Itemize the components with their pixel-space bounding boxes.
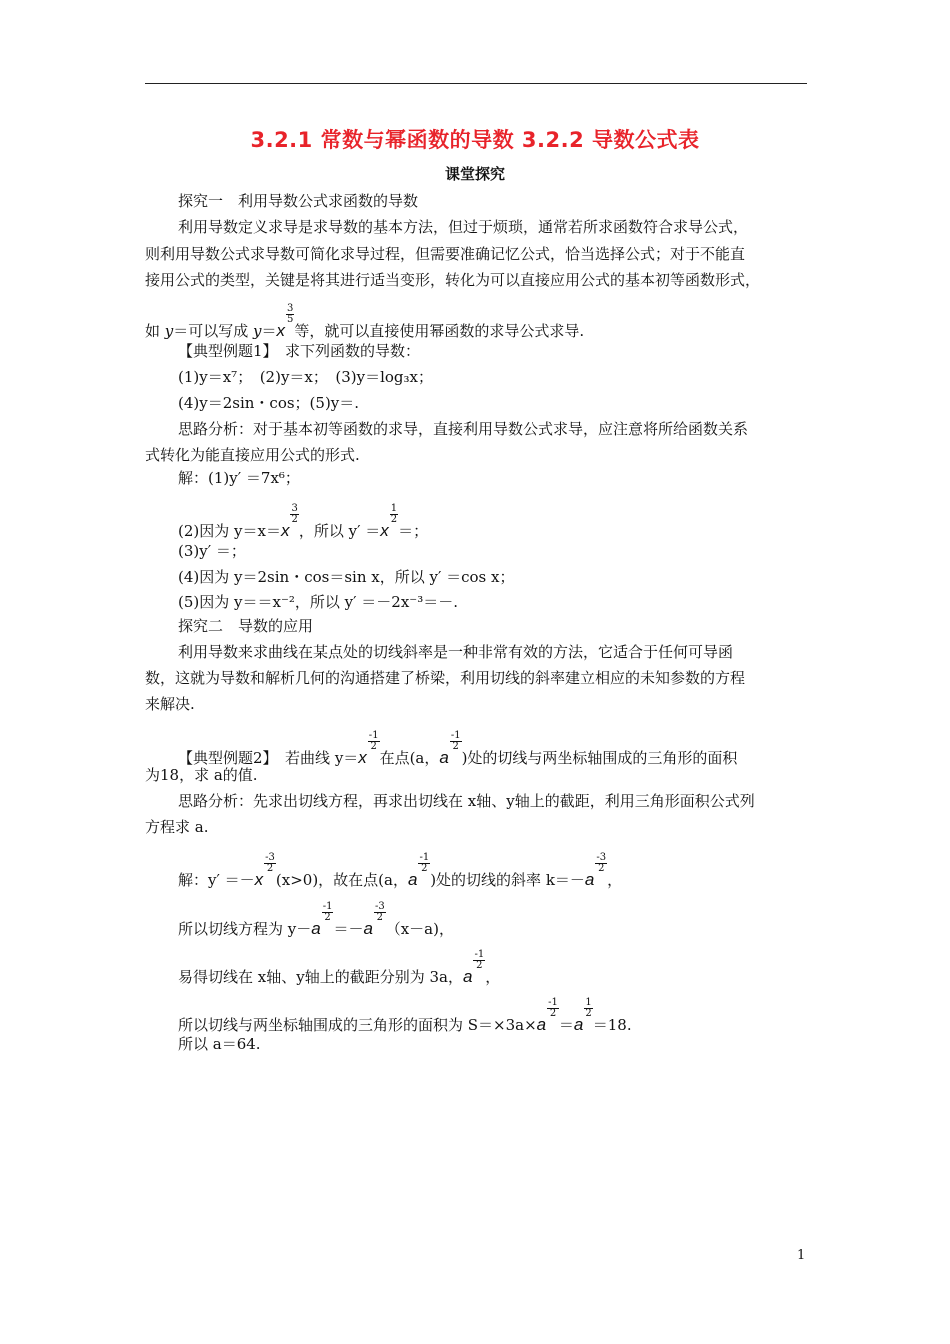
- example1-solution: 解：(1)y′ ＝7x⁶；: [178, 469, 300, 487]
- header-rule: [145, 83, 807, 84]
- example2-solution: 所以切线与两坐标轴围成的三角形的面积为 S＝×3a×a $\frac{-1}{2}$ ＝a $\frac{1}{2}$ ＝18.: [178, 997, 632, 1034]
- section2-para-line: 来解决.: [145, 695, 195, 713]
- example2-solution: 解：y′ ＝－x $\frac{-3}{2}$ (x>0)，故在点(a，a $\frac{-1}{2}$ )处的切线的斜率 k＝－a $\frac{-3}{2}$ ，: [178, 852, 623, 889]
- example1-solution: (2)因为 y＝x＝x $\frac{3}{2}$ ，所以 y′ ＝x $\frac{1}{2}$ ＝；: [178, 503, 429, 540]
- section1-para-line: 利用导数定义求导是求导数的基本方法，但过于烦琐，通常若所求函数符合求导公式，: [178, 218, 749, 236]
- example2-label: 【典型例题2】 若曲线 y＝x $\frac{-1}{2}$ 在点(a，a $\frac{-1}{2}$ )处的切线与两坐标轴围成的三角形的面积: [178, 730, 738, 767]
- example1-solution: (4)因为 y＝2sin・cos＝sin x，所以 y′ ＝cos x；: [178, 568, 515, 586]
- example1-solution: (5)因为 y＝＝x⁻²，所以 y′ ＝－2x⁻³＝－.: [178, 593, 458, 611]
- example1-questions: (4)y＝2sin・cos；(5)y＝.: [178, 394, 360, 412]
- example1-analysis: 式转化为能直接应用公式的形式.: [145, 446, 360, 464]
- example2-solution: 易得切线在 x轴、y轴上的截距分别为 3a，a $\frac{-1}{2}$ ，: [178, 949, 501, 986]
- example1-solution: (3)y′ ＝；: [178, 542, 246, 560]
- example1-analysis: 思路分析：对于基本初等函数的求导，直接利用导数公式求导，应注意将所给函数关系: [178, 420, 749, 438]
- example2-solution: 所以 a＝64.: [178, 1035, 261, 1053]
- section2-para-line: 数，这就为导数和解析几何的沟通搭建了桥梁，利用切线的斜率建立相应的未知参数的方程: [145, 669, 746, 687]
- section2-para-line: 利用导数来求曲线在某点处的切线斜率是一种非常有效的方法，它适合于任何可导函: [178, 643, 734, 661]
- page-subtitle: 课堂探究: [444, 165, 505, 183]
- example2-solution: 所以切线方程为 y－a $\frac{-1}{2}$ ＝－a $\frac{-3}{2}$ （x－a)，: [178, 901, 454, 938]
- page-title: 3.2.1 常数与幂函数的导数 3.2.2 导数公式表: [250, 128, 700, 152]
- page-number: 1: [797, 1248, 806, 1263]
- section1-para-line: 如 y＝可以写成 y＝x $\frac{3}{5}$ 等，就可以直接使用幂函数的求导公式求导.: [145, 303, 585, 340]
- section2-heading: 探究二 导数的应用: [178, 617, 314, 635]
- example2-analysis: 方程求 a.: [145, 818, 209, 836]
- example1-questions: (1)y＝x⁷； (2)y＝x； (3)y＝log₃x；: [178, 368, 434, 386]
- example2-analysis: 思路分析：先求出切线方程，再求出切线在 x轴、y轴上的截距，利用三角形面积公式列: [178, 792, 755, 810]
- example1-label: 【典型例题1】 求下列函数的导数：: [178, 342, 421, 360]
- section1-para-line: 则利用导数公式求导数可简化求导过程，但需要准确记忆公式，恰当选择公式；对于不能直: [145, 245, 746, 263]
- section1-heading: 探究一 利用导数公式求函数的导数: [178, 192, 419, 210]
- section1-para-line: 接用公式的类型，关键是将其进行适当变形，转化为可以直接应用公式的基本初等函数形式，: [145, 271, 761, 289]
- example2-label: 为18，求 a的值.: [145, 766, 258, 784]
